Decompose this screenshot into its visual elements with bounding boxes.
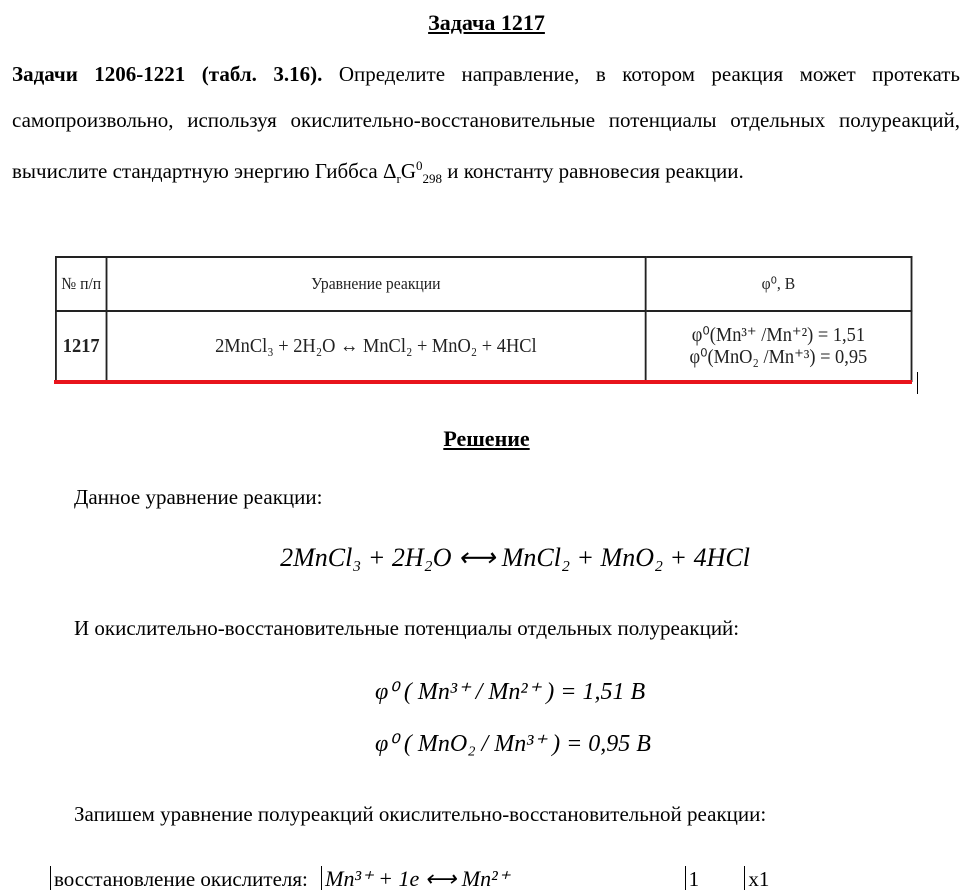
problem-text: Определите направление, в котором реакция может протекать самопроизвольно, используя окислительно-восстановительные потенциалы отдельных полуреакций, вычислите стандартную энергию Гиббса xyxy=(12,62,960,183)
text-cursor xyxy=(917,372,918,394)
row-number: 1217 xyxy=(56,311,107,381)
main-equation: 2MnCl₃ + 2H₂O ⟷ MnCl₂ + MnO₂ + 4HCl xyxy=(280,543,750,572)
header-equation: Уравнение реакции xyxy=(106,257,645,311)
half-reaction-label: восстановление окислителя: xyxy=(54,867,308,891)
gibbs-symbol: $\Delta_rG^0_{298}$ xyxy=(382,158,443,187)
problem-range: Задачи 1206-1221 (табл. 3.16). xyxy=(12,62,323,86)
problem-text-end: и константу равновесия реакции. xyxy=(442,159,744,183)
table-row xyxy=(56,311,912,381)
red-underline xyxy=(54,380,912,384)
given-label: Данное уравнение реакции: xyxy=(74,485,323,509)
potentials-label: И окислительно-восстановительные потенциалы отдельных полуреакций: xyxy=(74,616,740,640)
header-potential: φ⁰, В xyxy=(645,257,911,311)
solution-title: Решение xyxy=(443,426,530,451)
problem-title: Задача 1217 xyxy=(428,10,545,35)
row-potentials: φ⁰(Mn³⁺ /Mn⁺²) = 1,51 φ⁰(MnO₂ /Mn⁺³) = 0,95 xyxy=(645,311,911,381)
multiplier: x1 xyxy=(748,867,770,891)
row-equation: 2MnCl₃ + 2H₂O ↔ MnCl₂ + MnO₂ + 4HCl xyxy=(106,311,645,381)
header-number: № п/п xyxy=(56,257,107,311)
table-header-row xyxy=(56,257,912,311)
potential-line-1: φ⁰ ( Mn³⁺ / Mn²⁺ ) = 1,51 В xyxy=(375,679,646,705)
electrons-count: 1 xyxy=(688,867,700,891)
half-reaction-row xyxy=(50,866,769,892)
half-reaction-equation: Mn³⁺ + 1e ⟷ Mn²⁺ xyxy=(325,866,510,891)
half-reactions-label: Запишем уравнение полуреакций окислительно-восстановительной реакции: xyxy=(74,802,767,826)
reaction-table xyxy=(55,256,912,382)
problem-statement xyxy=(12,51,960,202)
potential-line-2: φ⁰ ( MnO₂ / Mn³⁺ ) = 0,95 В xyxy=(375,731,651,757)
